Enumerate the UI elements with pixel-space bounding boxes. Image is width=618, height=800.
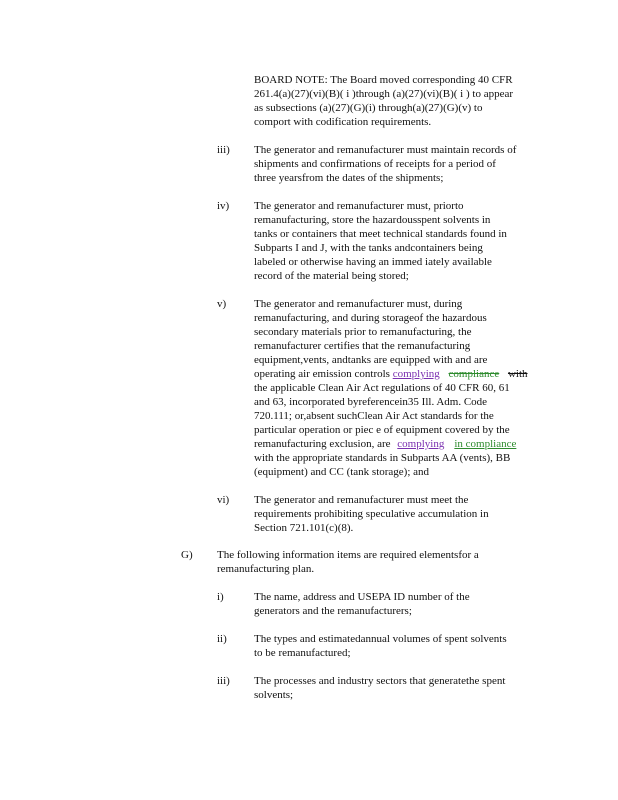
list-marker: vi) [217,494,230,506]
section-marker: G) [181,549,193,561]
list-item-line: remanufacturer certifies that the remanufacturing [254,340,471,352]
list-item-line: and 63, incorporated byreferencein35 Ill. Adm. Code [254,396,488,408]
list-marker: iv) [217,200,230,212]
list-item-line: The generator and remanufacturer must, during [254,298,463,310]
list-marker: iii) [217,675,230,687]
list-item-line: shipments and confirmations of receipts for a period of [254,158,496,170]
list-marker: iii) [217,144,230,156]
list-item-line: The generator and remanufacturer must maintain records of [254,144,517,156]
list-item-line: remanufacturing, store the hazardousspent solvents in [254,214,491,226]
list-item-line: Section 721.101(c)(8). [254,522,354,534]
list-item-line: with the appropriate standards in Subparts AA (vents), BB [254,452,511,464]
list-item-line: tanks or containers that meet technical standards found in [254,228,507,240]
list-item-line: record of the material being stored; [254,270,409,282]
list-item-line: requirements prohibiting speculative accumulation in [254,508,489,520]
moved-text: in compliance [454,438,517,450]
list-item-line: 720.111; or,absent suchClean Air Act standards for the [254,410,494,422]
section-line: The following information items are required elementsfor a [217,549,479,561]
list-item-line: remanufacturing, and during storageof the hazardous [254,312,487,324]
board-note-line: BOARD NOTE: The Board moved corresponding 40 CFR [254,74,513,86]
list-item-line: secondary materials prior to remanufacturing, the [254,326,472,338]
plain-text: operating air emission controls [254,368,390,380]
revision-line [254,438,516,451]
list-item-line: particular operation or piec e of equipment covered by the [254,424,510,436]
list-item-line: The generator and remanufacturer must, priorto [254,200,464,212]
list-item-line: generators and the remanufacturers; [254,605,412,617]
list-marker: ii) [217,633,227,645]
list-item-line: Subparts I and J, with the tanks andcontainers being [254,242,483,254]
list-item-line: three yearsfrom the dates of the shipments; [254,172,444,184]
board-note-line: comport with codification requirements. [254,116,432,128]
plain-text: remanufacturing exclusion, are [254,438,391,450]
list-marker: v) [217,298,227,310]
list-item-line: labeled or otherwise having an immed iately available [254,256,492,268]
board-note-line: as subsections (a)(27)(G)(i) through(a)(27)(G)(v) to [254,102,483,114]
inserted-text: complying [392,368,440,380]
revision-line [254,368,528,381]
list-item-line: The generator and remanufacturer must meet the [254,494,469,506]
list-item-line: to be remanufactured; [254,647,351,659]
deleted-text: compliance [448,368,500,380]
inserted-text: complying [397,438,445,450]
plain-text: with [507,368,528,380]
section-line: remanufacturing plan. [217,563,315,575]
list-item-line: the applicable Clean Air Act regulations of 40 CFR 60, 61 [254,382,510,394]
list-item-line: The processes and industry sectors that generatethe spent [254,675,506,687]
list-marker: i) [217,591,224,603]
list-item-line: equipment,vents, andtanks are equipped with and are [254,354,488,366]
list-item-line: (equipment) and CC (tank storage); and [254,466,430,478]
list-item-line: solvents; [254,689,294,701]
board-note-line: 261.4(a)(27)(vi)(B)( i )through (a)(27)(vi)(B)( i ) to appear [254,88,514,100]
list-item-line: The name, address and USEPA ID number of the [254,591,470,603]
list-item-line: The types and estimatedannual volumes of spent solvents [254,633,507,645]
